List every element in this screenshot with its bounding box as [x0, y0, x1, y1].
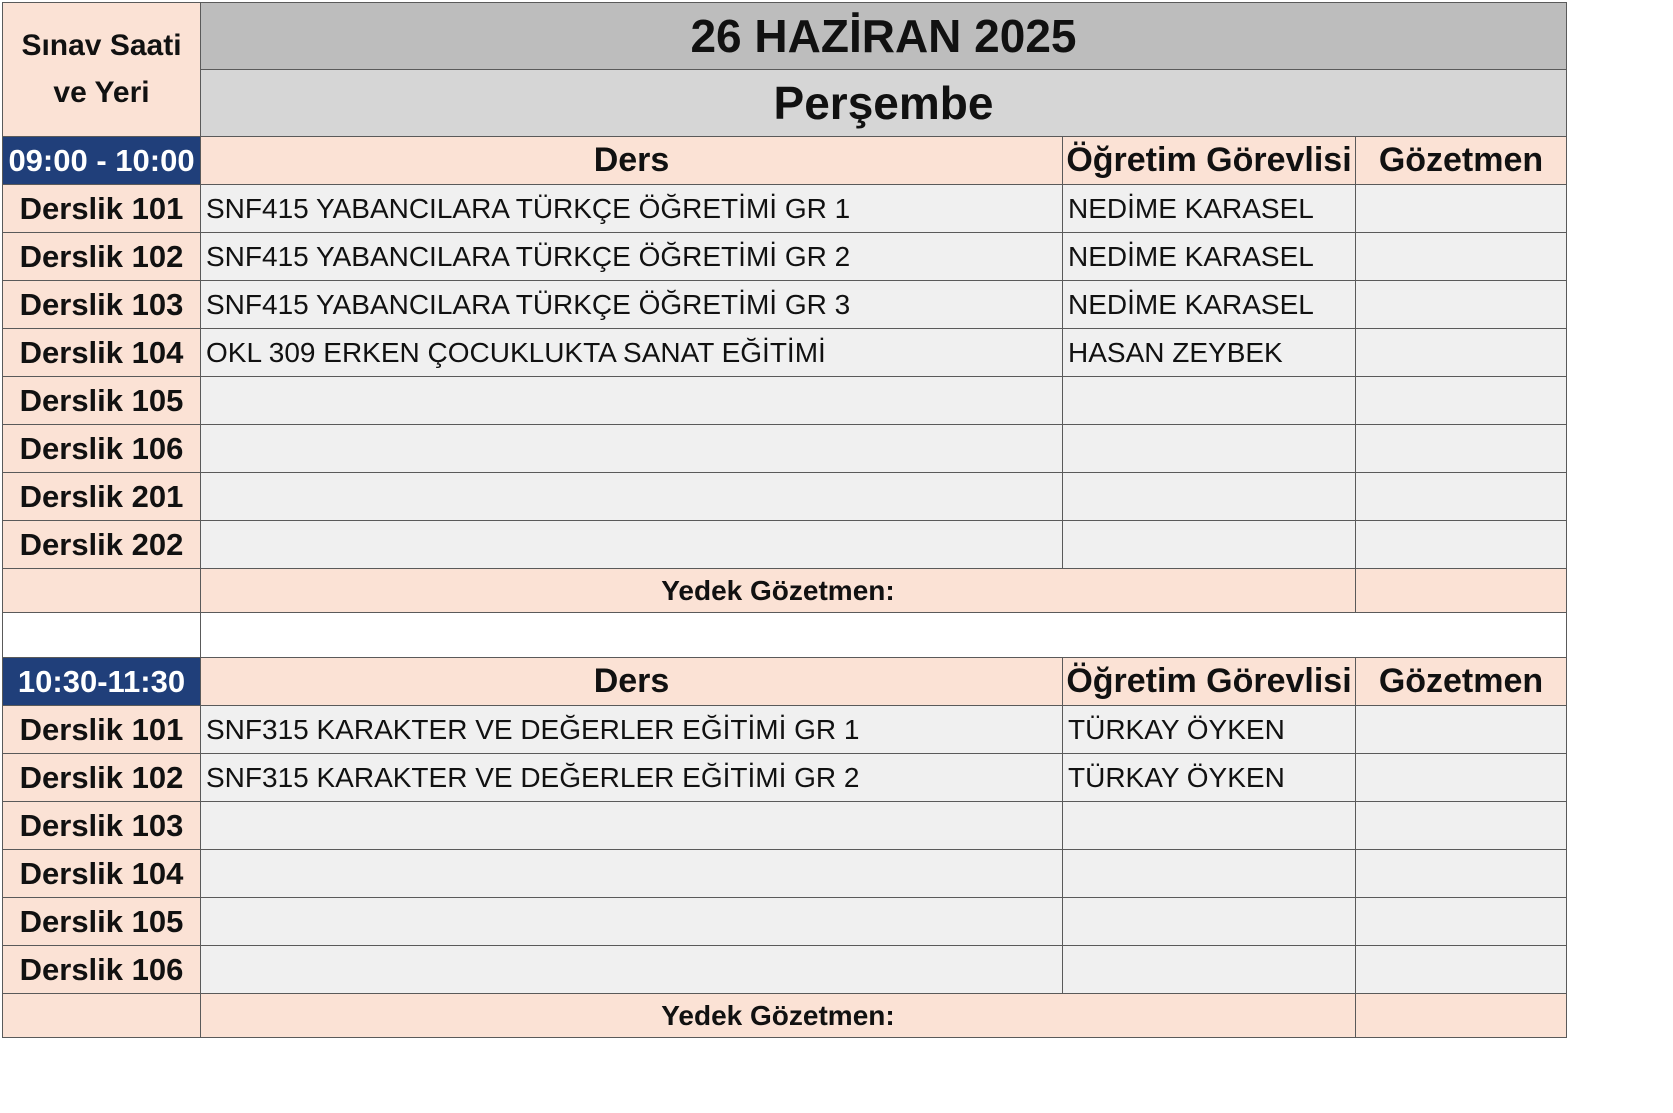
proctor-cell — [1356, 754, 1567, 802]
course-cell — [201, 473, 1063, 521]
proctor-cell — [1356, 850, 1567, 898]
instructor-cell — [1063, 377, 1356, 425]
proctor-cell — [1356, 281, 1567, 329]
course-cell: OKL 309 ERKEN ÇOCUKLUKTA SANAT EĞİTİMİ — [201, 329, 1063, 377]
session-separator — [3, 613, 1567, 658]
room-label: Derslik 101 — [3, 185, 201, 233]
instructor-cell — [1063, 521, 1356, 569]
session-time: 09:00 - 10:00 — [3, 137, 201, 185]
separator-left — [3, 613, 201, 658]
course-cell — [201, 521, 1063, 569]
instructor-cell: TÜRKAY ÖYKEN — [1063, 706, 1356, 754]
room-label: Derslik 105 — [3, 377, 201, 425]
room-label: Derslik 102 — [3, 233, 201, 281]
room-label: Derslik 103 — [3, 802, 201, 850]
column-header-instructor: Öğretim Görevlisi — [1063, 137, 1356, 185]
instructor-cell — [1063, 946, 1356, 994]
table-row — [3, 185, 1567, 233]
instructor-cell — [1063, 898, 1356, 946]
course-cell — [201, 802, 1063, 850]
course-cell: SNF415 YABANCILARA TÜRKÇE ÖĞRETİMİ GR 3 — [201, 281, 1063, 329]
column-header-course: Ders — [201, 658, 1063, 706]
proctor-cell — [1356, 521, 1567, 569]
table-row — [3, 281, 1567, 329]
course-cell — [201, 850, 1063, 898]
reserve-proctor-value — [1356, 569, 1567, 613]
table-row — [3, 754, 1567, 802]
proctor-cell — [1356, 185, 1567, 233]
proctor-cell — [1356, 329, 1567, 377]
table-row — [3, 377, 1567, 425]
proctor-cell — [1356, 425, 1567, 473]
table-row — [3, 898, 1567, 946]
separator-right — [201, 613, 1567, 658]
instructor-cell: NEDİME KARASEL — [1063, 185, 1356, 233]
room-label: Derslik 106 — [3, 425, 201, 473]
corner-label-line1: Sınav Saati — [21, 29, 182, 62]
table-row — [3, 802, 1567, 850]
proctor-cell — [1356, 946, 1567, 994]
table-row — [3, 425, 1567, 473]
room-label: Derslik 102 — [3, 754, 201, 802]
table-row — [3, 946, 1567, 994]
exam-date: 26 HAZİRAN 2025 — [201, 3, 1567, 70]
course-cell — [201, 425, 1063, 473]
reserve-proctor-row — [3, 994, 1567, 1038]
session-time: 10:30-11:30 — [3, 658, 201, 706]
room-label: Derslik 104 — [3, 850, 201, 898]
reserve-spacer — [3, 569, 201, 613]
course-cell — [201, 898, 1063, 946]
course-cell — [201, 946, 1063, 994]
table-row — [3, 473, 1567, 521]
corner-header — [3, 3, 201, 137]
corner-label-line2: ve Yeri — [53, 75, 150, 109]
table-row — [3, 850, 1567, 898]
table-row — [3, 706, 1567, 754]
proctor-cell — [1356, 233, 1567, 281]
proctor-cell — [1356, 802, 1567, 850]
proctor-cell — [1356, 377, 1567, 425]
instructor-cell: HASAN ZEYBEK — [1063, 329, 1356, 377]
course-cell: SNF315 KARAKTER VE DEĞERLER EĞİTİMİ GR 1 — [201, 706, 1063, 754]
table-row — [3, 329, 1567, 377]
reserve-proctor-row — [3, 569, 1567, 613]
column-header-proctor: Gözetmen — [1356, 658, 1567, 706]
room-label: Derslik 101 — [3, 706, 201, 754]
room-label: Derslik 106 — [3, 946, 201, 994]
exam-schedule-table — [2, 2, 1567, 1038]
course-cell: SNF415 YABANCILARA TÜRKÇE ÖĞRETİMİ GR 2 — [201, 233, 1063, 281]
table-row — [3, 233, 1567, 281]
reserve-spacer — [3, 994, 201, 1038]
room-label: Derslik 103 — [3, 281, 201, 329]
instructor-cell — [1063, 802, 1356, 850]
instructor-cell: NEDİME KARASEL — [1063, 233, 1356, 281]
course-cell: SNF415 YABANCILARA TÜRKÇE ÖĞRETİMİ GR 1 — [201, 185, 1063, 233]
date-row — [3, 3, 1567, 70]
room-label: Derslik 105 — [3, 898, 201, 946]
instructor-cell: NEDİME KARASEL — [1063, 281, 1356, 329]
proctor-cell — [1356, 898, 1567, 946]
column-header-instructor: Öğretim Görevlisi — [1063, 658, 1356, 706]
table-row — [3, 521, 1567, 569]
exam-day: Perşembe — [201, 70, 1567, 137]
column-header-course: Ders — [201, 137, 1063, 185]
session-header-row — [3, 137, 1567, 185]
room-label: Derslik 202 — [3, 521, 201, 569]
instructor-cell: TÜRKAY ÖYKEN — [1063, 754, 1356, 802]
session-header-row — [3, 658, 1567, 706]
reserve-proctor-label: Yedek Gözetmen: — [201, 994, 1356, 1038]
room-label: Derslik 104 — [3, 329, 201, 377]
column-header-proctor: Gözetmen — [1356, 137, 1567, 185]
day-row — [3, 70, 1567, 137]
course-cell: SNF315 KARAKTER VE DEĞERLER EĞİTİMİ GR 2 — [201, 754, 1063, 802]
reserve-proctor-value — [1356, 994, 1567, 1038]
instructor-cell — [1063, 425, 1356, 473]
room-label: Derslik 201 — [3, 473, 201, 521]
course-cell — [201, 377, 1063, 425]
instructor-cell — [1063, 850, 1356, 898]
proctor-cell — [1356, 706, 1567, 754]
proctor-cell — [1356, 473, 1567, 521]
instructor-cell — [1063, 473, 1356, 521]
reserve-proctor-label: Yedek Gözetmen: — [201, 569, 1356, 613]
